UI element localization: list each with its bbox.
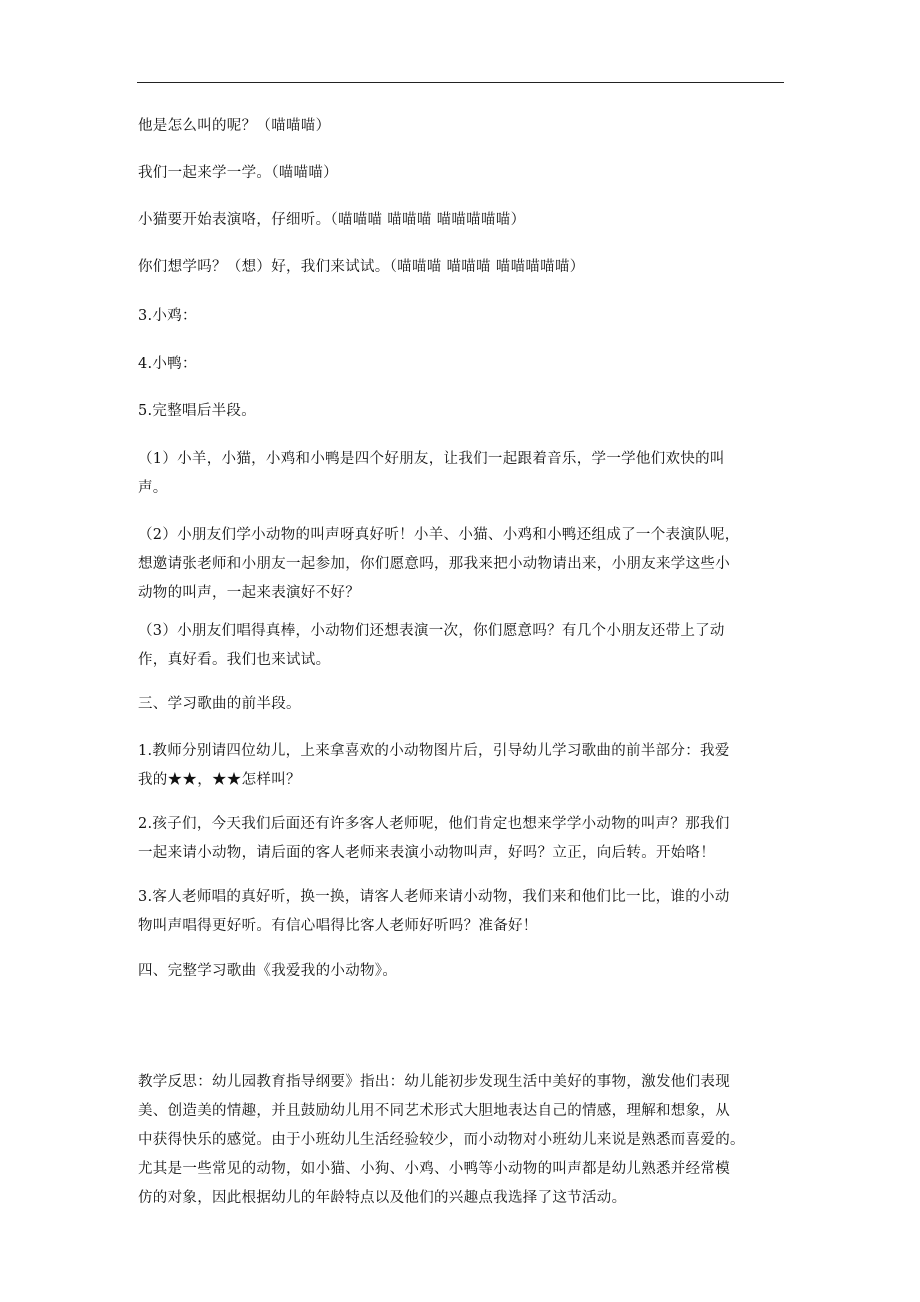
text-line: 一起来请小动物，请后面的客人老师来表演小动物叫声，好吗？立正，向后转。开始咯！: [138, 845, 716, 861]
paragraph: [138, 737, 788, 795]
text-line: 作，真好看。我们也来试试。: [138, 652, 331, 668]
header-rule: [137, 82, 784, 83]
paragraph: [138, 397, 788, 426]
paragraph: [138, 810, 788, 868]
text-line: 美、创造美的情趣，并且鼓励幼儿用不同艺术形式大胆地表达自己的情感，理解和想象，从: [138, 1103, 730, 1119]
paragraph: [138, 206, 788, 235]
text-line: 3.客人老师唱的真好听，换一换，请客人老师来请小动物，我们来和他们比一比，谁的小动: [138, 889, 730, 905]
paragraph: [138, 253, 788, 282]
text-line: 3.小鸡：: [138, 308, 197, 324]
text-line: 4.小鸭：: [138, 356, 197, 372]
paragraph: [138, 302, 788, 331]
text-line: 动物的叫声，一起来表演好不好？: [138, 585, 360, 601]
text-line: 仿的对象，因此根据幼儿的年龄特点以及他们的兴趣点我选择了这节活动。: [138, 1190, 627, 1206]
section-heading: [138, 690, 788, 719]
text-line: 声。: [138, 480, 168, 496]
text-line: 教学反思：幼儿园教育指导纲要》指出：幼儿能初步发现生活中美好的事物，激发他们表现: [138, 1074, 730, 1090]
text-line: 物叫声唱得更好听。有信心唱得比客人老师好听吗？准备好！: [138, 918, 538, 934]
paragraph: [138, 445, 788, 503]
text-line: 中获得快乐的感觉。由于小班幼儿生活经验较少，而小动物对小班幼儿来说是熟悉而喜爱的。: [138, 1132, 745, 1148]
text-line: 2.孩子们，今天我们后面还有许多客人老师呢，他们肯定也想来学学小动物的叫声？那我们: [138, 816, 730, 832]
text-line: 小猫要开始表演咯，仔细听。（喵喵喵 喵喵喵 喵喵喵喵喵）: [138, 212, 526, 228]
section-heading: [138, 957, 788, 986]
reflection-paragraph: [138, 1068, 788, 1213]
paragraph: [138, 159, 788, 188]
text-line: 5.完整唱后半段。: [138, 403, 257, 419]
paragraph: [138, 617, 788, 675]
text-line: （1）小羊，小猫，小鸡和小鸭是四个好朋友，让我们一起跟着音乐，学一学他们欢快的叫: [138, 451, 725, 467]
text-line: （2）小朋友们学小动物的叫声呀真好听！小羊、小猫、小鸡和小鸭还组成了一个表演队呢，: [138, 527, 740, 543]
text-line: 三、学习歌曲的前半段。: [138, 696, 301, 712]
text-line: 他是怎么叫的呢？（喵喵喵）: [138, 118, 331, 134]
text-line: （3）小朋友们唱得真棒，小动物们还想表演一次，你们愿意吗？有几个小朋友还带上了动: [138, 623, 725, 639]
paragraph: [138, 521, 788, 608]
text-line: 我的★★，★★怎样叫？: [138, 772, 301, 788]
text-line: 四、完整学习歌曲《我爱我的小动物》。: [138, 963, 398, 979]
text-line: 我们一起来学一学。（喵喵喵）: [138, 165, 338, 181]
paragraph: [138, 883, 788, 941]
paragraph: [138, 112, 788, 141]
text-line: 想邀请张老师和小朋友一起参加，你们愿意吗，那我来把小动物请出来，小朋友来学这些小: [138, 556, 730, 572]
paragraph: [138, 350, 788, 379]
text-line: 尤其是一些常见的动物，如小猫、小狗、小鸡、小鸭等小动物的叫声都是幼儿熟悉并经常模: [138, 1161, 730, 1177]
text-line: 你们想学吗？（想）好，我们来试试。（喵喵喵 喵喵喵 喵喵喵喵喵）: [138, 259, 585, 275]
text-line: 1.教师分别请四位幼儿，上来拿喜欢的小动物图片后，引导幼儿学习歌曲的前半部分：我爱: [138, 743, 730, 759]
